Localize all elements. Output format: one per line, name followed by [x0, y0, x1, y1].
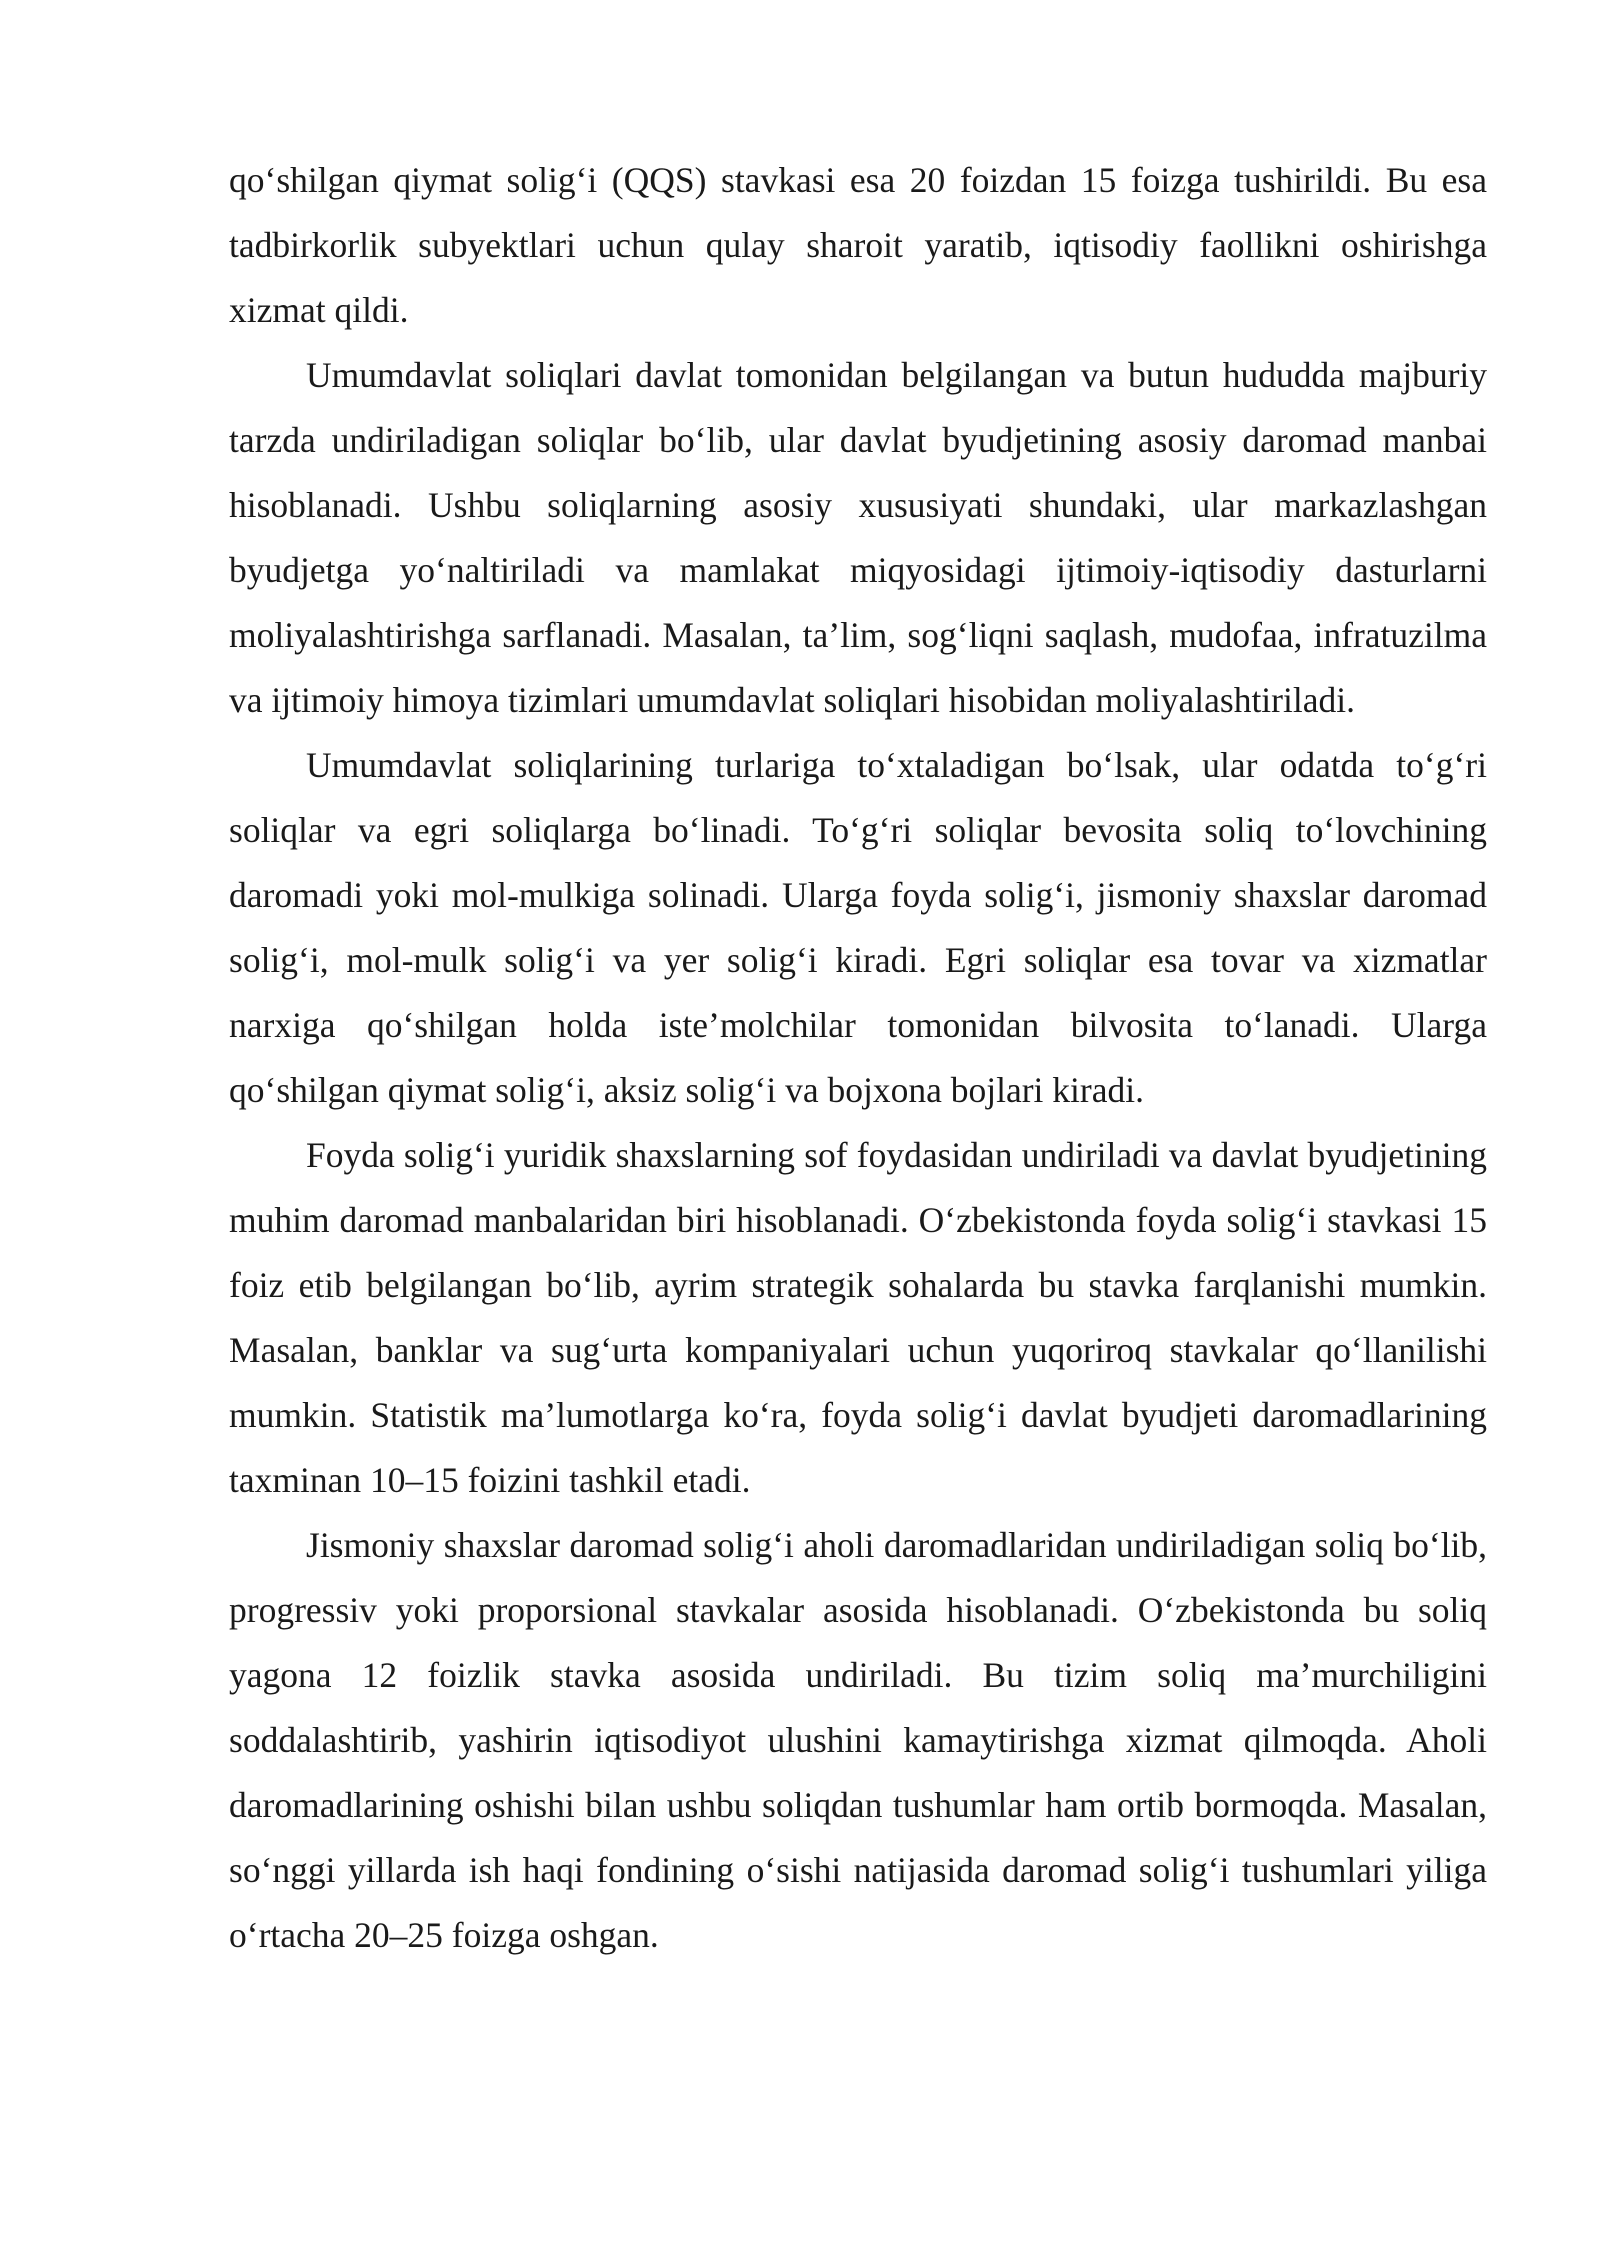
- paragraph-income-tax: Jismoniy shaxslar daromad solig‘i aholi daromadlaridan undiriladigan soliq bo‘lib, progressiv yoki proporsional stavkalar asosida hisoblanadi. O‘zbekistonda bu soliq yagona 12 foizlik stavka asosida undiriladi. Bu tizim soliq ma’murchiligini soddalashtirib, yashirin iqtisodiyot ulushini kamaytirishga xizmat qilmoqda. Aholi daromadlarining oshishi bilan ushbu soliqdan tushumlar ham ortib bormoqda. Masalan, so‘nggi yillarda ish haqi fondining o‘sishi natijasida daromad solig‘i tushumlari yiliga o‘rtacha 20–25 foizga oshgan.: [229, 1525, 1487, 1955]
- paragraph-profit-tax: Foyda solig‘i yuridik shaxslarning sof foydasidan undiriladi va davlat byudjetining muhim daromad manbalaridan biri hisoblanadi. O‘zbekistonda foyda solig‘i stavkasi 15 foiz etib belgilangan bo‘lib, ayrim strategik sohalarda bu stavka farqlanishi mumkin. Masalan, banklar va sug‘urta kompaniyalari uchun yuqoriroq stavkalar qo‘llanilishi mumkin. Statistik ma’lumotlarga ko‘ra, foyda solig‘i davlat byudjeti daromadlarining taxminan 10–15 foizini tashkil etadi.: [229, 1135, 1487, 1500]
- document-body: [229, 148, 1487, 1968]
- paragraph-tax-types: Umumdavlat soliqlarining turlariga to‘xtaladigan bo‘lsak, ular odatda to‘g‘ri soliqlar va egri soliqlarga bo‘linadi. To‘g‘ri soliqlar bevosita soliq to‘lovchining daromadi yoki mol-mulkiga solinadi. Ularga foyda solig‘i, jismoniy shaxslar daromad solig‘i, mol-mulk solig‘i va yer solig‘i kiradi. Egri soliqlar esa tovar va xizmatlar narxiga qo‘shilgan holda iste’molchilar tomonidan bilvosita to‘lanadi. Ularga qo‘shilgan qiymat solig‘i, aksiz solig‘i va bojxona bojlari kiradi.: [229, 745, 1487, 1110]
- paragraph-national-taxes: Umumdavlat soliqlari davlat tomonidan belgilangan va butun hududda majburiy tarzda undiriladigan soliqlar bo‘lib, ular davlat byudjetining asosiy daromad manbai hisoblanadi. Ushbu soliqlarning asosiy xususiyati shundaki, ular markazlashgan byudjetga yo‘naltiriladi va mamlakat miqyosidagi ijtimoiy-iqtisodiy dasturlarni moliyalashtirishga sarflanadi. Masalan, ta’lim, sog‘liqni saqlash, mudofaa, infratuzilma va ijtimoiy himoya tizimlari umumdavlat soliqlari hisobidan moliyalashtiriladi.: [229, 355, 1487, 720]
- paragraph-continuation: qo‘shilgan qiymat solig‘i (QQS) stavkasi esa 20 foizdan 15 foizga tushirildi. Bu esa tadbirkorlik subyektlari uchun qulay sharoit yaratib, iqtisodiy faollikni oshirishga xizmat qildi.: [229, 160, 1487, 330]
